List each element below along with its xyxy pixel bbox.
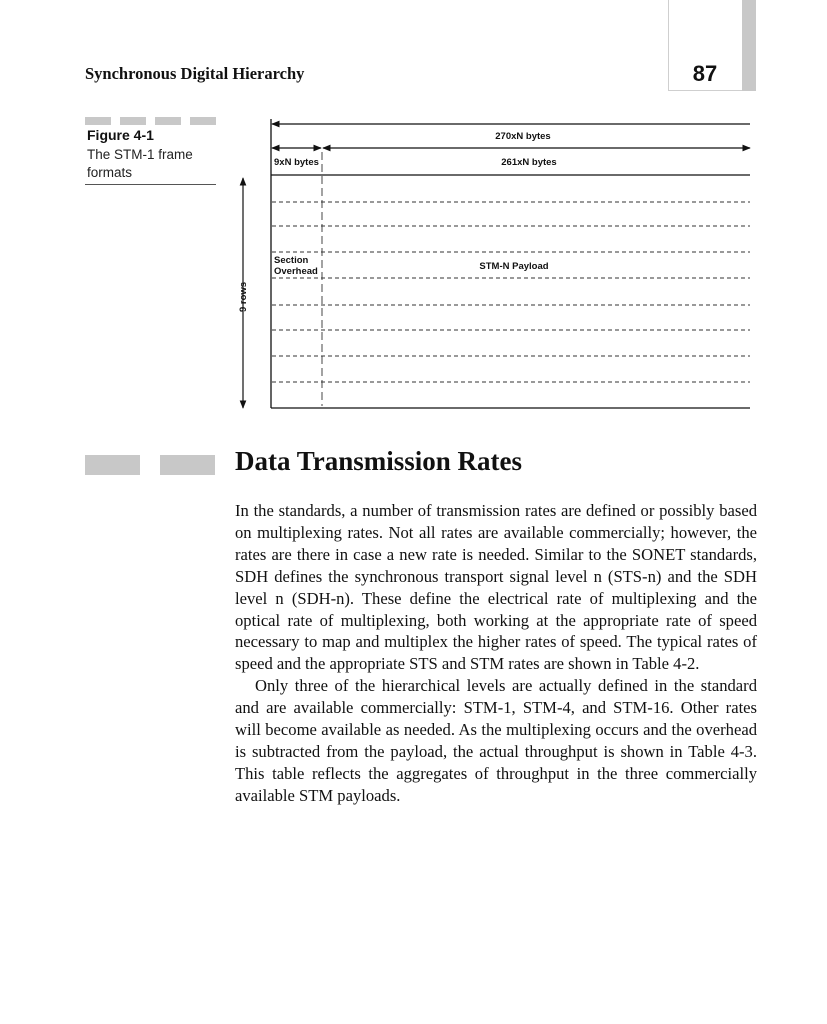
rows-label: 9 rows xyxy=(238,281,249,313)
overhead-label-line1: Section xyxy=(274,255,309,266)
page-number-bar xyxy=(742,0,756,91)
paragraph: In the standards, a number of transmission rates are defined or possibly based on multiplexing rates. Not all rates are available commercially; however, the rates are there in case a new rate is needed. Similar to the SONET standards, SDH defines the synchronous transport signal level n (STS-n) and the SDH level n (SDH-n). These define the electrical rate of multiplexing and the optical rate of multiplexing, both working at the appropriate rate of speed necessary to map and multiplex the higher rates of speed. The typical rates of speed and the appropriate STS and STM rates are shown in Table 4-2. xyxy=(235,501,757,674)
section-heading: Data Transmission Rates xyxy=(235,446,523,476)
body-text xyxy=(235,500,757,807)
running-head: Synchronous Digital Hierarchy xyxy=(85,64,305,83)
payload-label: STM-N Payload xyxy=(479,261,549,272)
stm-frame-diagram xyxy=(230,112,755,412)
payload-width-label: 261xN bytes xyxy=(501,157,557,168)
paragraph: Only three of the hierarchical levels are actually defined in the standard and are available commercially: STM-1, STM-4, and STM-16. Other rates will become available as needed. As the multiplexing occurs and the overhead is subtracted from the payload, the actual throughput is shown in Table 4-3. This table reflects the aggregates of throughput in the three commercially available STM payloads. xyxy=(235,676,757,805)
figure-caption-rule xyxy=(85,184,216,185)
figure-label: Figure 4-1 xyxy=(87,127,154,143)
overhead-width-label: 9xN bytes xyxy=(274,157,319,168)
overhead-label-line2: Overhead xyxy=(274,266,318,277)
total-width-label: 270xN bytes xyxy=(495,131,551,142)
page-number: 87 xyxy=(692,61,718,86)
row-separators xyxy=(272,202,750,382)
figure-caption: The STM-1 frame formats xyxy=(87,147,193,180)
